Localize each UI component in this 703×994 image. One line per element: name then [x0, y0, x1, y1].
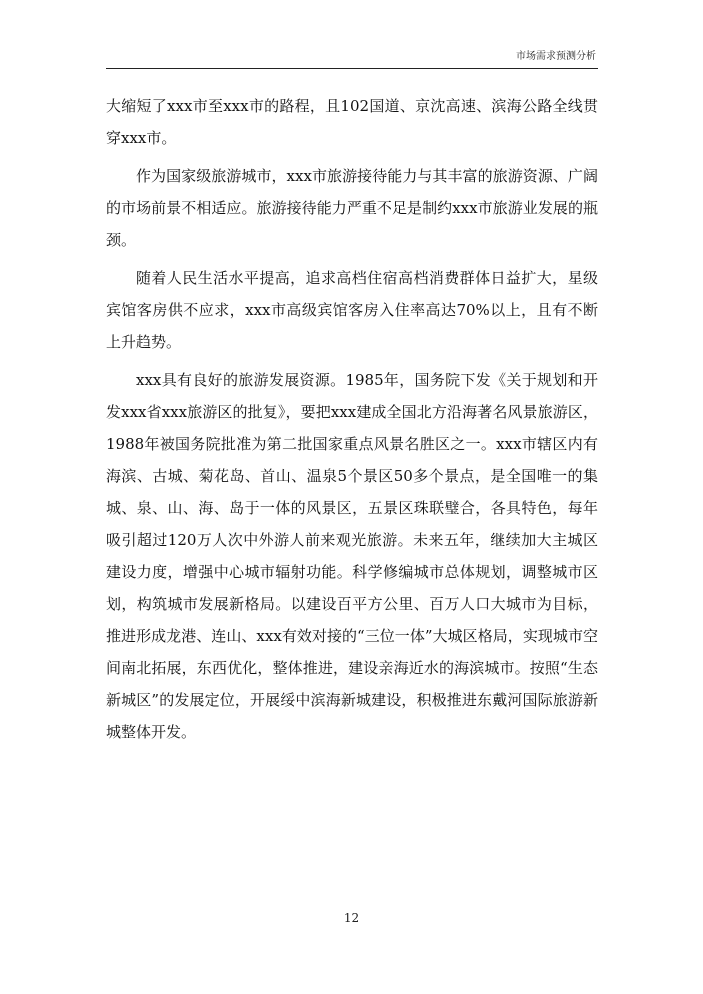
document-body [106, 90, 598, 748]
paragraph-hotel-demand: 随着人民生活水平提高，追求高档住宿高档消费群体日益扩大，星级宾馆客房供不应求，xxx市高级宾馆客房入住率高达70%以上，且有不断上升趋势。 [106, 269, 598, 351]
paragraph-tourism-resources: xxx具有良好的旅游发展资源。1985年，国务院下发《关于规划和开发xxx省xxx旅游区的批复》，要把xxx建成全国北方沿海著名风景旅游区，1988年被国务院批准为第二批国家重点风景名胜区之一。xxx市辖区内有海滨、古城、菊花岛、首山、温泉5个景区50多个景点，是全国唯一的集城、泉、山、海、岛于一体的风景区，五景区珠联璧合，各具特色，每年吸引超过120万人次中外游人前来观光旅游。未来五年，继续加大主城区建设力度，增强中心城市辐射功能。科学修编城市总体规划，调整城市区划，构筑城市发展新格局。以建设百平方公里、百万人口大城市为目标，推进形成龙港、连山、xxx有效对接的“三位一体”大城区格局，实现城市空间南北拓展，东西优化，整体推进，建设亲海近水的海滨城市。按照“生态新城区”的发展定位，开展绥中滨海新城建设，积极推进东戴河国际旅游新城整体开发。 [106, 371, 598, 741]
page-header [106, 48, 598, 69]
page-number: 12 [343, 911, 360, 925]
paragraph-continuation: 大缩短了xxx市至xxx市的路程，且102国道、京沈高速、滨海公路全线贯穿xxx市。 [106, 97, 598, 147]
header-title: 市场需求预测分析 [516, 51, 596, 62]
paragraph-tourism-capacity: 作为国家级旅游城市，xxx市旅游接待能力与其丰富的旅游资源、广阔的市场前景不相适应。旅游接待能力严重不足是制约xxx市旅游业发展的瓶颈。 [106, 167, 598, 249]
